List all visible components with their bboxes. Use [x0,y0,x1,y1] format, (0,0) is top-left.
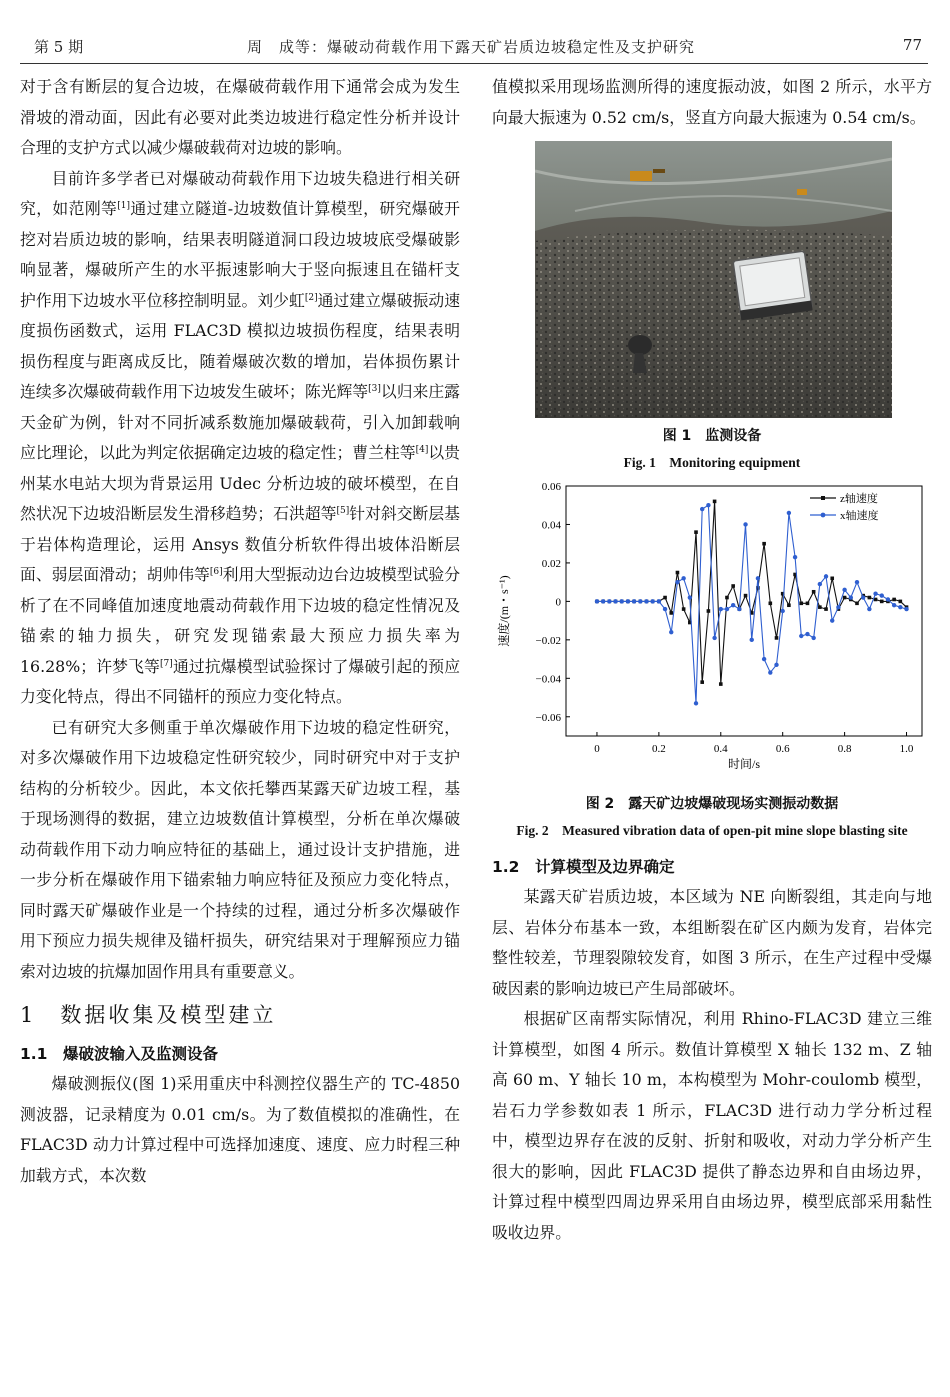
x-tick-label: 0.4 [713,743,728,755]
x-velocity-point [768,670,772,674]
x-velocity-point [601,599,605,603]
z-velocity-point [892,598,896,602]
x-velocity-point [818,582,822,586]
x-velocity-point [904,607,908,611]
page-number: 77 [902,36,922,54]
paragraph-model-setup: 根据矿区南帮实际情况，利用 Rhino-FLAC3D 建立三维计算模型，如图 4 所示。数值计算模型 X 轴长 132 m、Z 轴高 60 m、Y 轴长 10 m，本构模型为 Mohr-coulomb 模型，岩石力学参数如表 1 所示，FLAC3D 进行动力学分析过程中，模型边界存在波的反射、折射和吸收，对动力学分析产生很大的影响，因此 FLAC3D 提供了静态边界和自由场边界，计算过程中模型四周边界采用自由场边界，模型底部采用黏性吸收边界。 [492,1009,932,1242]
paragraph-monitoring: 爆破测振仪(图 1)采用重庆中科测控仪器生产的 TC-4850 测波器，记录精度为 0.01 cm/s。为了数值模拟的准确性，在 FLAC3D 动力计算过程中可选择加速度、速度、应力时程三种加载方式，本次数 [20,1074,460,1185]
text-run: 利用大型振动边台边坡模型试验分析了在不同峰值加速度地震动荷载作用下边坡的稳定性情况及锚索的轴力损失，研究发现锚索最大预应力损失率为 16.28%；许梦飞等 [20,565,460,676]
x-velocity-point [731,603,735,607]
z-velocity-point [799,602,803,606]
x-velocity-point [700,507,704,511]
x-velocity-point [793,555,797,559]
z-velocity-point [899,600,903,604]
figure-1-caption-cn: 图 1 监测设备 [662,428,762,444]
legend-swatch-marker [821,513,826,518]
z-velocity-point [719,682,723,686]
citation[interactable]: [3] [368,384,381,394]
x-velocity-point [780,609,784,613]
y-tick-label: 0.04 [541,519,561,532]
x-tick-label: 0.8 [837,743,852,755]
x-velocity-point [737,607,741,611]
right-column [492,72,932,1248]
citation[interactable]: [5] [336,506,350,516]
x-velocity-point [842,588,846,592]
x-velocity-point [756,576,760,580]
x-velocity-point [719,607,723,611]
text-run: 以归来庄露天金矿为例，针对不同折减系数施加爆破载荷，引入加卸载响应比理论，以此为判定依据确定边坡的稳定性；曹兰柱等 [20,382,460,462]
x-velocity-point [880,593,884,597]
x-velocity-point [892,603,896,607]
header-rule [20,63,928,64]
x-velocity-point [762,657,766,661]
paragraph-geology: 某露天矿岩质边坡，本区域为 NE 向断裂组，其走向与地层、岩体分布基本一致，本组断裂在矿区内颇为发育，岩体完整性较差，节理裂隙较发育，如图 3 所示，在生产过程中受爆破因素的影响边坡已产生局部破坏。 [492,887,932,998]
z-velocity-point [824,607,828,611]
z-velocity-point [818,605,822,609]
text-run: 通过建立隧道-边坡数值计算模型，研究爆破开挖对岩质边坡的影响，结果表明隧道洞口段边坡坡底受爆破影响显著，爆破所产生的水平振速影响大于竖向振速且在锚杆支护作用下边坡水平位移控制明显。刘少虹 [20,199,460,310]
monitoring-equipment-photo [535,141,892,418]
x-velocity-point [805,632,809,636]
z-velocity-point [830,577,834,581]
x-velocity-point [743,522,747,526]
z-velocity-point [713,500,717,504]
x-velocity-point [873,591,877,595]
x-velocity-point [774,663,778,667]
x-velocity-point [867,607,871,611]
citation[interactable]: [7] [160,658,173,669]
x-velocity-point [898,605,902,609]
figure-2-caption-cn: 图 2 露天矿边坡爆破现场实测振动数据 [585,796,839,812]
y-tick-label: 0.02 [541,557,561,570]
paragraph-velocity-input: 值模拟采用现场监测所得的速度振动波，如图 2 所示，水平方向最大振速为 0.52 cm/s，竖直方向最大振速为 0.54 cm/s。 [492,77,932,127]
citation[interactable]: [6] [209,567,223,577]
z-velocity-point [676,571,680,575]
z-velocity-point [744,594,748,598]
legend-label: x轴速度 [840,510,879,522]
z-velocity-point [682,607,686,611]
running-title: 周 成等：爆破动荷载作用下露天矿岩质边坡稳定性及支护研究 [246,38,695,56]
x-velocity-point [595,599,599,603]
citation[interactable]: [2] [304,292,318,303]
x-velocity-point [626,599,630,603]
y-tick-label: −0.06 [535,711,561,724]
x-velocity-point [650,599,654,603]
z-velocity-point [843,596,847,600]
x-velocity-point [849,595,853,599]
subsection-heading-1-2: 1.2 计算模型及边界确定 [492,858,675,876]
citation[interactable]: [4] [415,445,429,455]
legend-label: z轴速度 [840,493,878,505]
x-velocity-point [811,636,815,640]
x-velocity-point [861,595,865,599]
x-velocity-point [830,618,834,622]
x-tick-label: 1.0 [899,743,914,755]
x-velocity-point [638,599,642,603]
text-run: 通过抗爆模型试验探讨了爆破引起的预应力变化特点，得出不同锚杆的预应力变化特点。 [20,656,460,706]
y-axis-label: 速度/(m・s⁻¹) [497,575,511,647]
z-velocity-point [775,636,779,640]
x-velocity-point [669,630,673,634]
z-velocity-point [769,602,773,606]
x-velocity-point [750,638,754,642]
x-velocity-point [855,580,859,584]
z-velocity-point [812,590,816,594]
section-heading-1: 1 数据收集及模型建立 [20,1003,277,1027]
z-velocity-point [700,680,704,684]
page-header [20,34,922,60]
x-velocity-point [706,503,710,507]
x-tick-label: 0.6 [775,743,790,755]
citation[interactable]: [1] [117,201,131,211]
z-velocity-point [868,596,872,600]
z-velocity-point [762,542,766,546]
text-run: 目前许多学者已对爆破动荷载作用下边坡失稳进行相关研究，如范刚等 [20,168,460,218]
z-velocity-point [806,602,810,606]
z-velocity-point [880,600,884,604]
subsection-heading-1-1: 1.1 爆破波输入及监测设备 [20,1045,218,1063]
issue-label: 第 5 期 [34,38,84,56]
figure-2-caption-en: Fig. 2 Measured vibration data of open-pit mine slope blasting site [516,823,908,838]
x-axis-label: 时间/s [727,757,761,771]
vibration-velocity-chart [492,480,932,786]
x-velocity-point [712,636,716,640]
x-velocity-point [620,599,624,603]
x-velocity-point [657,599,661,603]
z-velocity-point [707,609,711,613]
text-run: 通过建立爆破振动速度损伤函数式，运用 FLAC3D 模拟边坡损伤程度，结果表明损伤程度与距离成反比，随着爆破次数的增加，岩体损伤累计连续多次爆破荷载作用下边坡发生破坏；陈光辉等 [20,290,460,401]
x-velocity-point [607,599,611,603]
x-velocity-point [663,607,667,611]
legend-swatch-marker [821,496,825,500]
x-tick-label: 0 [594,743,600,755]
z-velocity-line [597,501,907,684]
x-velocity-point [632,599,636,603]
left-column [20,72,460,1191]
z-velocity-point [725,596,729,600]
z-velocity-point [669,611,673,615]
x-velocity-point [675,580,679,584]
x-velocity-point [694,701,698,705]
z-velocity-point [731,584,735,588]
x-velocity-point [613,599,617,603]
x-velocity-point [681,576,685,580]
x-velocity-point [725,607,729,611]
y-tick-label: 0 [555,596,561,609]
y-tick-label: −0.04 [535,673,561,686]
z-velocity-point [694,530,698,534]
x-velocity-point [824,574,828,578]
paragraph-motivation: 已有研究大多侧重于单次爆破作用下边坡的稳定性研究，对多次爆破作用下边坡稳定性研究较少，同时研究中对于支护结构的分析较少。因此，本文依托攀西某露天矿边坡工程，基于现场测得的数据，建立边坡数值计算模型，分析在单次爆破动荷载作用下动力响应特征的基础上，通过设计支护措施，进一步分析在爆破作用下锚索轴力响应特征及预应力变化特点，同时露天矿爆破作业是一个持续的过程，通过分析多次爆破作用下预应力损失规律及锚杆损失，研究结果对于理解预应力锚索对边坡的抗爆加固作用具有重要意义。 [20,717,460,981]
z-velocity-point [663,596,667,600]
y-tick-label: −0.02 [535,634,561,647]
text-run: 以贵州某水电站大坝为背景运用 Udec 分析边坡的破坏模型，在自然状况下边坡沿断层发生滑移趋势；石洪超等 [20,443,460,523]
x-velocity-point [644,599,648,603]
text-run: 针对斜交断层基于岩体构造理论，运用 Ansys 数值分析软件得出坡体沿断层面、弱层面滑动；胡帅伟等 [20,504,460,584]
figure-1-caption-en: Fig. 1 Monitoring equipment [623,455,801,470]
paragraph-related-work [20,164,460,713]
x-velocity-point [836,605,840,609]
y-tick-label: 0.06 [541,481,561,493]
x-velocity-line [597,505,907,703]
x-velocity-point [886,597,890,601]
x-velocity-point [787,511,791,515]
z-velocity-point [787,603,791,607]
x-velocity-point [799,634,803,638]
paragraph-intro-end: 对于含有断层的复合边坡，在爆破荷载作用下通常会成为发生滑坡的滑动面，因此有必要对此类边坡进行稳定性分析并设计合理的支护方式以减少爆破载荷对边坡的影响。 [20,77,460,157]
x-tick-label: 0.2 [651,743,666,755]
x-velocity-point [688,595,692,599]
z-velocity-point [855,602,859,606]
